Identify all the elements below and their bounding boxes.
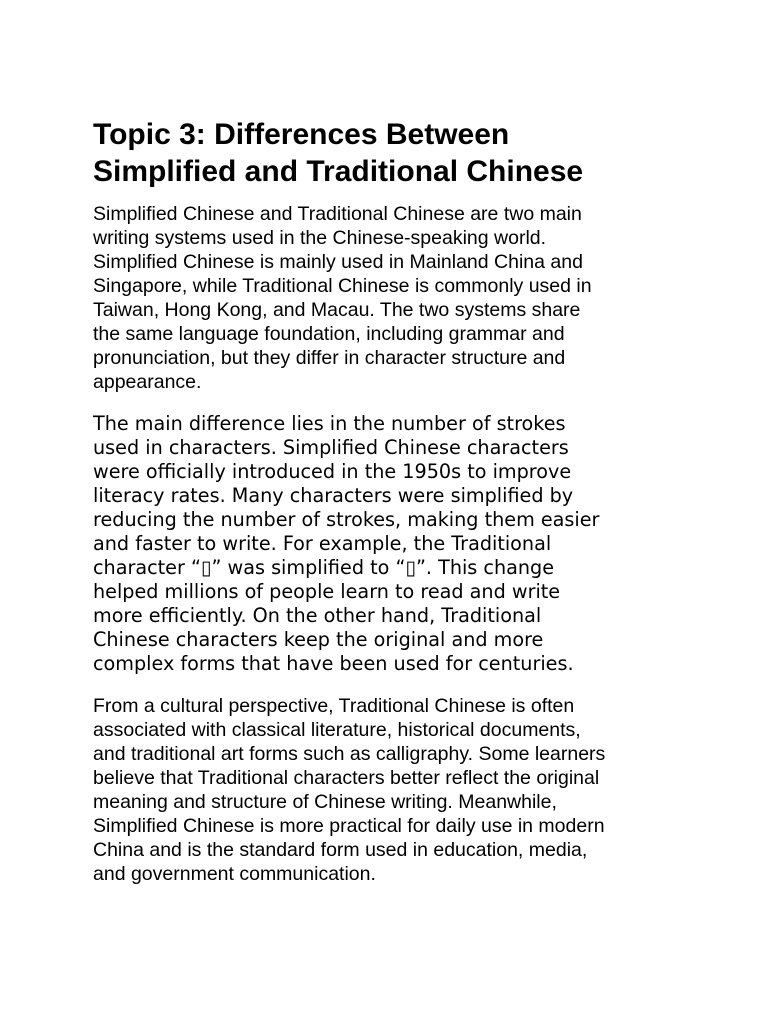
text-line: and government communication. bbox=[93, 863, 376, 885]
text-line: Simplified Chinese is more practical for daily use in modern bbox=[93, 815, 605, 837]
text-line: Chinese characters keep the original and more bbox=[93, 628, 544, 651]
paragraph-intro bbox=[93, 202, 683, 394]
paragraph-strokes bbox=[93, 412, 683, 676]
text-line: used in characters. Simplified Chinese characters bbox=[93, 436, 569, 459]
text-line: believe that Traditional characters better reflect the original bbox=[93, 767, 600, 789]
document-page bbox=[93, 116, 683, 904]
paragraph-culture bbox=[93, 694, 683, 886]
text-line: The main difference lies in the number of strokes bbox=[93, 412, 566, 435]
text-line: Simplified Chinese and Traditional Chinese are two main bbox=[93, 203, 582, 225]
text-line: Simplified Chinese is mainly used in Mainland China and bbox=[93, 251, 583, 273]
text-line: associated with classical literature, historical documents, bbox=[93, 719, 581, 741]
text-line: From a cultural perspective, Traditional Chinese is often bbox=[93, 695, 575, 717]
text-line: writing systems used in the Chinese-speaking world. bbox=[93, 227, 547, 249]
text-line: and traditional art forms such as calligraphy. Some learners bbox=[93, 743, 606, 765]
text-line: complex forms that have been used for centuries. bbox=[93, 652, 574, 675]
title-line: Topic 3: Differences Between bbox=[93, 118, 510, 151]
text-line: and faster to write. For example, the Traditional bbox=[93, 532, 552, 555]
text-line: reducing the number of strokes, making them easier bbox=[93, 508, 600, 531]
page-title bbox=[93, 116, 683, 190]
title-line: Simplified and Traditional Chinese bbox=[93, 155, 584, 188]
text-line: more efficiently. On the other hand, Traditional bbox=[93, 604, 542, 627]
text-line: character “▯” was simplified to “▯”. This change bbox=[93, 556, 555, 579]
text-line: were officially introduced in the 1950s to improve bbox=[93, 460, 572, 483]
text-line: meaning and structure of Chinese writing. Meanwhile, bbox=[93, 791, 557, 813]
text-line: helped millions of people learn to read and write bbox=[93, 580, 561, 603]
text-line: the same language foundation, including grammar and bbox=[93, 323, 565, 345]
text-line: China and is the standard form used in education, media, bbox=[93, 839, 588, 861]
text-line: appearance. bbox=[93, 371, 202, 393]
text-line: Taiwan, Hong Kong, and Macau. The two systems share bbox=[93, 299, 581, 321]
text-line: Singapore, while Traditional Chinese is commonly used in bbox=[93, 275, 592, 297]
text-line: literacy rates. Many characters were simplified by bbox=[93, 484, 574, 507]
text-line: pronunciation, but they differ in character structure and bbox=[93, 347, 566, 369]
